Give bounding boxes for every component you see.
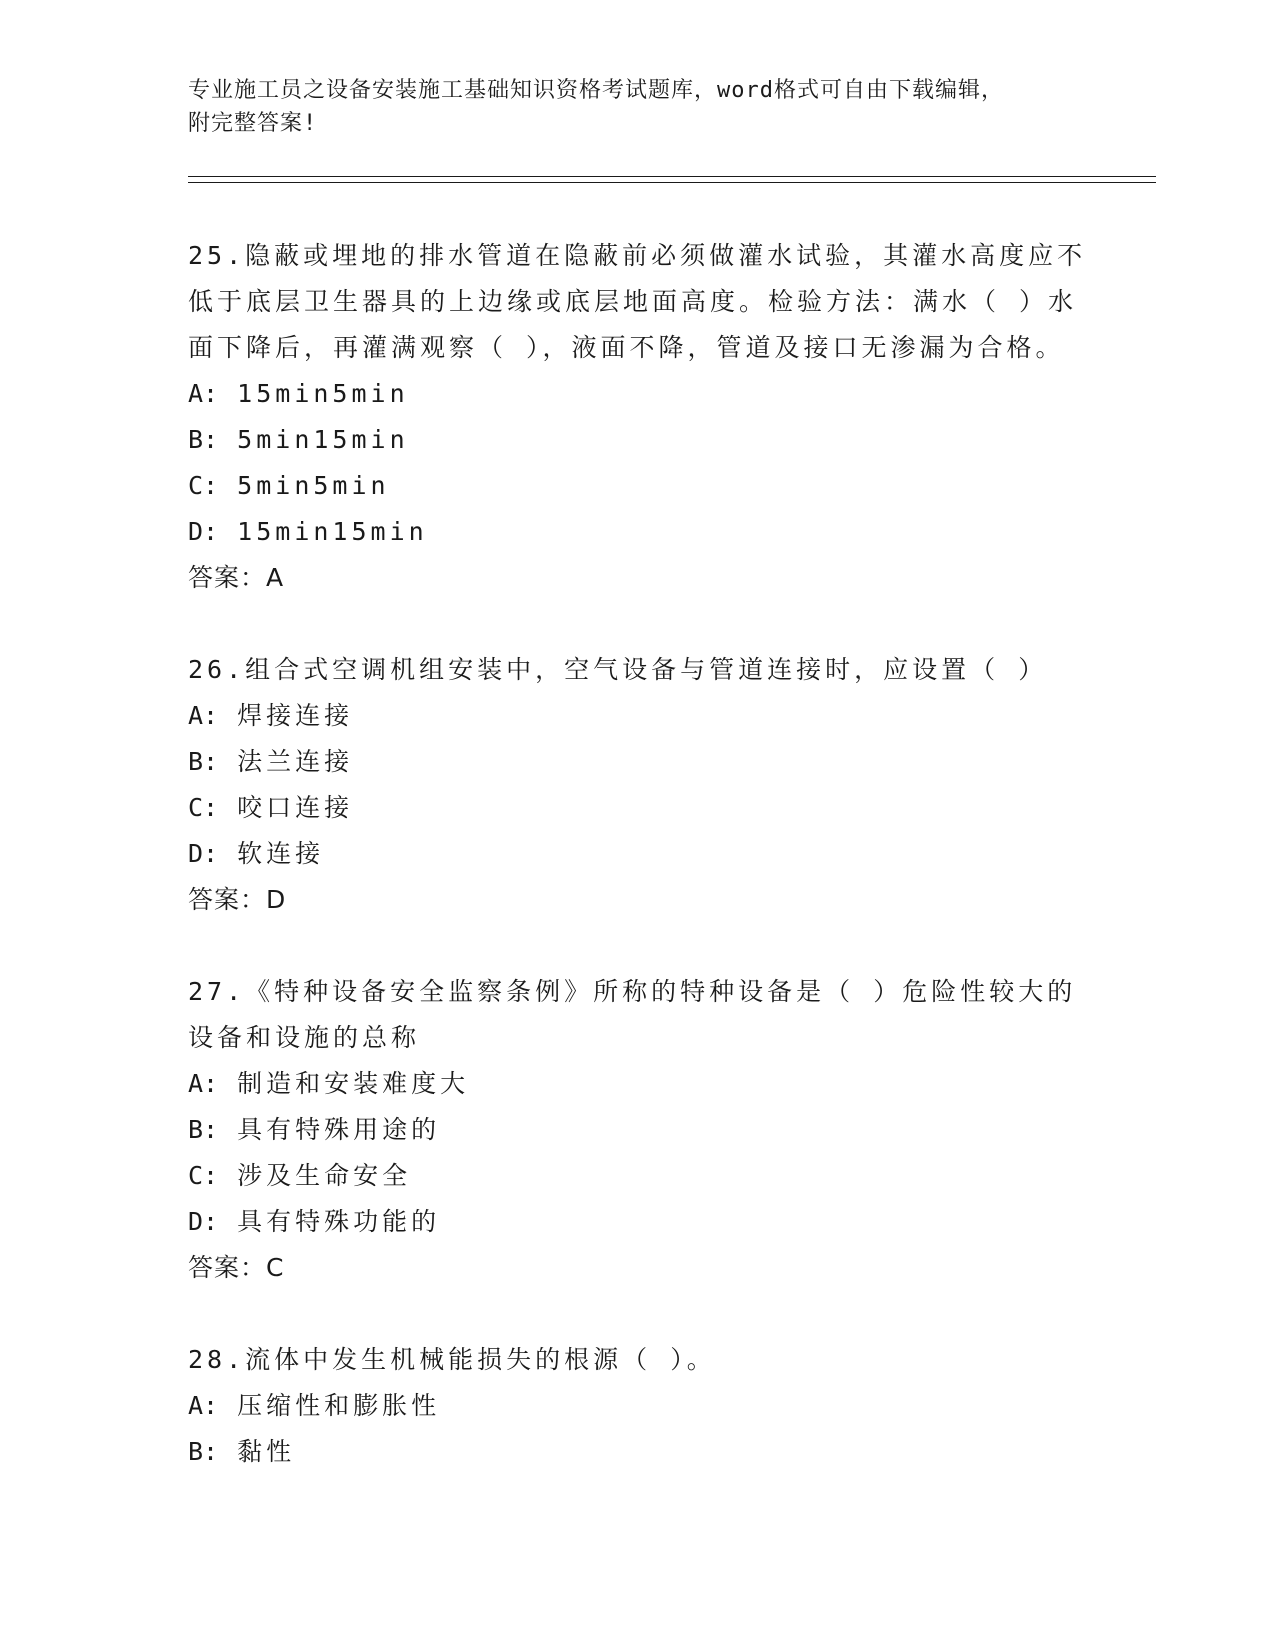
option-d xyxy=(188,509,1088,555)
option-letter: C: xyxy=(188,793,219,822)
option-letter: B: xyxy=(188,425,219,454)
option-text: 15min5min xyxy=(237,379,409,408)
option-d xyxy=(188,831,1088,877)
option-letter: B: xyxy=(188,1437,219,1466)
header-line-2: 附完整答案! xyxy=(188,111,318,136)
option-letter: A: xyxy=(188,379,219,408)
option-text: 咬口连接 xyxy=(237,793,354,822)
answer-value: D xyxy=(266,885,287,914)
answer-label: 答案： xyxy=(188,563,267,592)
option-a xyxy=(188,1061,1088,1107)
option-c xyxy=(188,785,1088,831)
option-text: 黏性 xyxy=(237,1437,296,1466)
option-letter: B: xyxy=(188,747,219,776)
option-text: 具有特殊用途的 xyxy=(237,1115,441,1144)
header-divider-bottom xyxy=(188,182,1156,183)
option-text: 具有特殊功能的 xyxy=(237,1207,441,1236)
option-text: 法兰连接 xyxy=(237,747,354,776)
option-a xyxy=(188,371,1088,417)
question-27 xyxy=(188,969,1088,1291)
header-divider-top xyxy=(188,176,1156,177)
option-letter: A: xyxy=(188,701,219,730)
option-letter: A: xyxy=(188,1069,219,1098)
option-text: 压缩性和膨胀性 xyxy=(237,1391,441,1420)
option-letter: D: xyxy=(188,1207,219,1236)
option-a xyxy=(188,693,1088,739)
option-b xyxy=(188,739,1088,785)
option-b xyxy=(188,1429,1088,1475)
option-letter: B: xyxy=(188,1115,219,1144)
option-b xyxy=(188,417,1088,463)
question-list xyxy=(188,233,1088,1521)
option-letter: C: xyxy=(188,471,219,500)
option-text: 15min15min xyxy=(237,517,428,546)
answer-line xyxy=(188,1245,1088,1291)
option-text: 涉及生命安全 xyxy=(237,1161,412,1190)
option-text: 焊接连接 xyxy=(237,701,354,730)
option-letter: D: xyxy=(188,517,219,546)
option-letter: A: xyxy=(188,1391,219,1420)
option-a xyxy=(188,1383,1088,1429)
option-c xyxy=(188,1153,1088,1199)
option-b xyxy=(188,1107,1088,1153)
question-stem: 25.隐蔽或埋地的排水管道在隐蔽前必须做灌水试验，其灌水高度应不低于底层卫生器具的上边缘或底层地面高度。检验方法：满水（ ）水面下降后，再灌满观察（ ），液面不降，管道及接口无渗漏为合格。 xyxy=(188,241,1087,362)
option-text: 软连接 xyxy=(237,839,325,868)
answer-value: A xyxy=(266,563,285,592)
answer-line xyxy=(188,555,1088,601)
question-25 xyxy=(188,233,1088,601)
answer-label: 答案： xyxy=(188,1253,267,1282)
question-28 xyxy=(188,1337,1088,1475)
document-header xyxy=(188,74,1088,140)
option-d xyxy=(188,1199,1088,1245)
option-text: 5min15min xyxy=(237,425,409,454)
question-stem: 27.《特种设备安全监察条例》所称的特种设备是（ ）危险性较大的设备和设施的总称 xyxy=(188,977,1077,1052)
option-text: 5min5min xyxy=(237,471,390,500)
question-stem: 28.流体中发生机械能损失的根源（ ）。 xyxy=(188,1345,716,1374)
option-text: 制造和安装难度大 xyxy=(237,1069,470,1098)
question-26 xyxy=(188,647,1088,923)
answer-value: C xyxy=(266,1253,285,1282)
answer-line xyxy=(188,877,1088,923)
header-line-1: 专业施工员之设备安装施工基础知识资格考试题库，word格式可自由下载编辑， xyxy=(188,78,1004,103)
option-letter: D: xyxy=(188,839,219,868)
option-letter: C: xyxy=(188,1161,219,1190)
answer-label: 答案： xyxy=(188,885,267,914)
question-stem: 26.组合式空调机组安装中，空气设备与管道连接时，应设置（ ） xyxy=(188,655,1048,684)
option-c xyxy=(188,463,1088,509)
